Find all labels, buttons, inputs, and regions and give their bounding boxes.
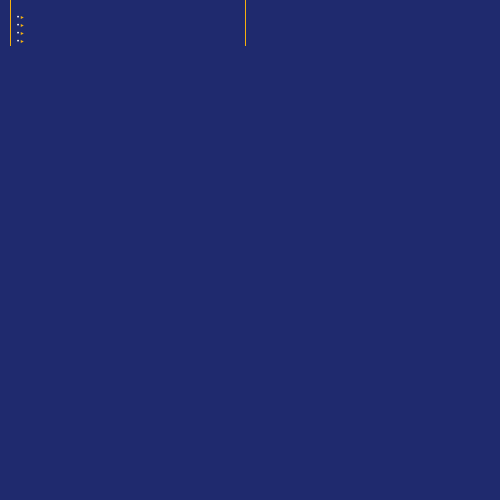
exhibit-title <box>17 1 239 14</box>
exhibit-hours-row: • ▸ <box>17 39 24 45</box>
exhibit-box <box>10 0 246 46</box>
left-column <box>0 0 250 48</box>
exhibit-hours-row: • ▸ <box>17 15 24 21</box>
exhibit-hours-row: • ▸ <box>17 23 24 29</box>
exhibit-hours-row: • ▸ <box>17 31 24 37</box>
